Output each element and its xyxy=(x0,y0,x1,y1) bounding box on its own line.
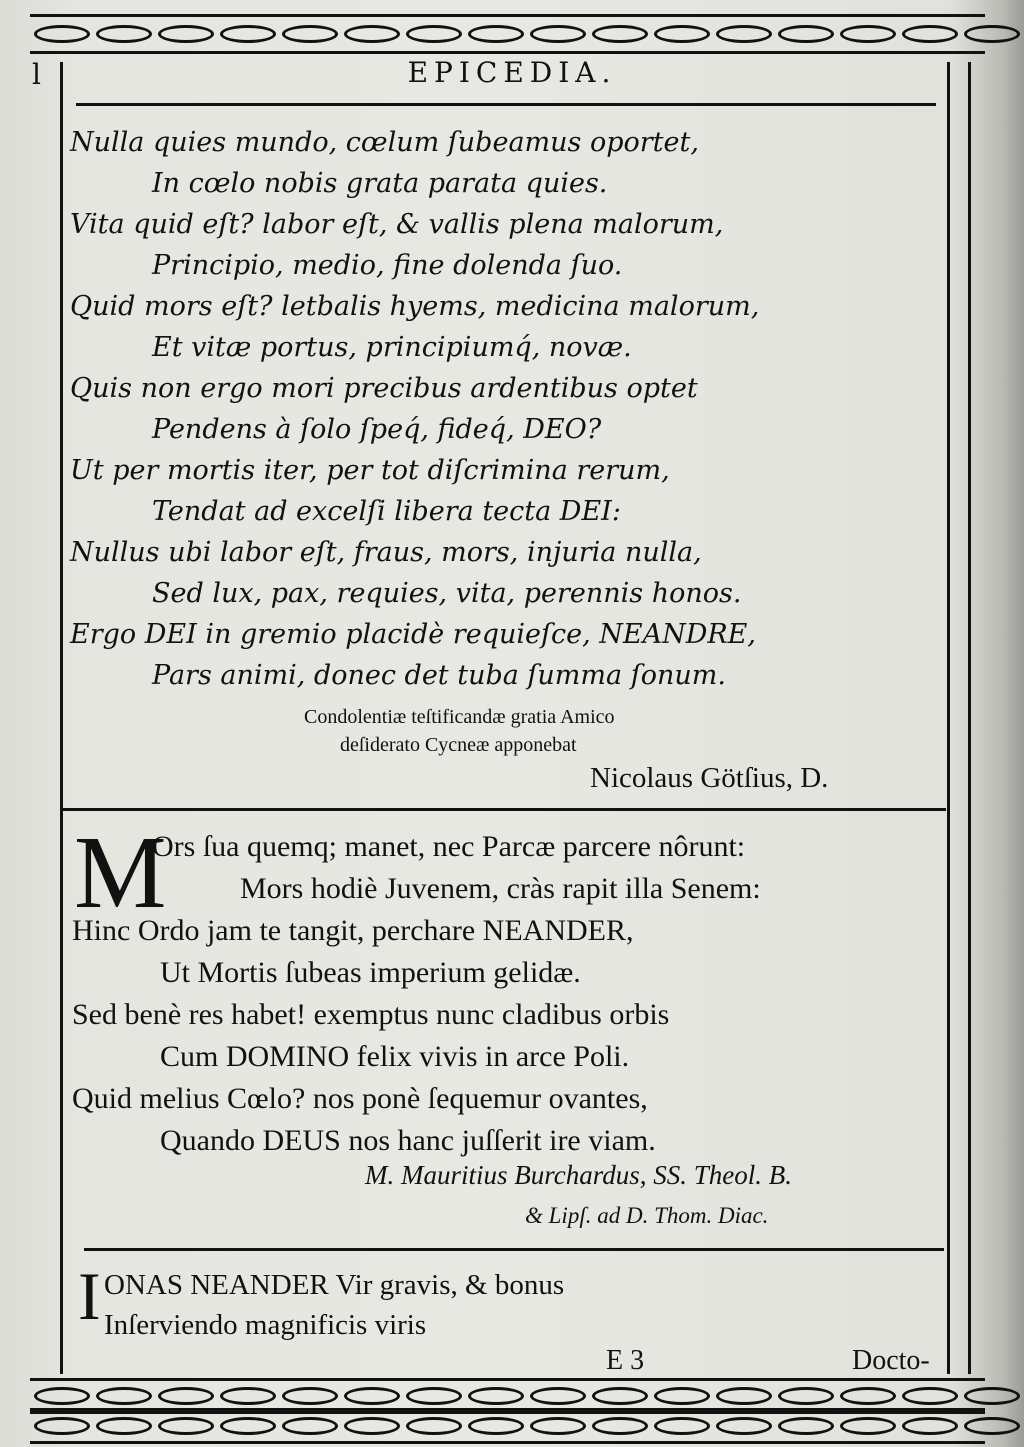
author-title: & Lipſ. ad D. Thom. Diac. xyxy=(525,1203,769,1228)
dedication-line: deſiderato Cycneæ apponebat xyxy=(340,734,577,756)
poem-1 xyxy=(70,122,950,696)
verse-line: Nullus ubi labor eſt, fraus, mors, injuria nulla, xyxy=(70,537,702,568)
poem-3 xyxy=(104,1265,564,1345)
verse-line: Mors hodiè Juvenem, cràs rapit illa Senem: xyxy=(240,872,761,905)
verse-line: Ors ſua quemq; manet, nec Parcæ parcere nôrunt: xyxy=(152,830,746,863)
top-ornament-border xyxy=(30,14,985,54)
verse-line: ONAS NEANDER Vir gravis, & bonus xyxy=(104,1269,565,1301)
verse-line: Cum DOMINO felix vivis in arce Poli. xyxy=(160,1040,630,1073)
verse-line: Quid melius Cœlo? nos ponè ſequemur ovantes, xyxy=(72,1082,648,1115)
verse-line: Hinc Ordo jam te tangit, perchare NEANDER, xyxy=(72,914,634,947)
running-head: EPICEDIA. xyxy=(407,56,617,89)
verse-line: Pars animi, donec det tuba ſumma ſonum. xyxy=(152,660,726,691)
poem-2 xyxy=(72,826,962,1162)
drop-cap: M xyxy=(74,815,167,930)
verse-line: Nulla quies mundo, cœlum ſubeamus oportet, xyxy=(70,127,699,158)
verse-line: Sed benè res habet! exemptus nunc cladibus orbis xyxy=(72,998,670,1031)
author-signature-1: Nicolaus Götſius, D. xyxy=(590,762,829,794)
verse-line: Ut per mortis iter, per tot diſcrimina rerum, xyxy=(70,455,670,486)
author-signature-2: M. Mauritius Burchardus, SS. Theol. B. xyxy=(365,1160,792,1190)
left-frame-rule xyxy=(60,62,63,1374)
section-rule-1 xyxy=(62,808,946,811)
verse-line: Quid mors eſt? letbalis hyems, medicina malorum, xyxy=(70,291,760,322)
verse-line: Quando DEUS nos hanc juſſerit ire viam. xyxy=(160,1124,656,1157)
verse-line: Pendens à ſolo ſpeq́, fideq́, DEO? xyxy=(152,414,602,445)
signature-mark: E 3 xyxy=(606,1345,645,1376)
verse-line: Sed lux, pax, requies, vita, perennis honos. xyxy=(152,578,742,609)
dedication-line: Condolentiæ teſtificandæ gratia Amico xyxy=(304,706,615,728)
verse-line: Vita quid eſt? labor eſt, & vallis plena malorum, xyxy=(70,209,724,240)
verse-line: Ergo DEI in gremio placidè requieſce, NEANDRE, xyxy=(70,619,756,650)
bottom-ornament-border-2 xyxy=(30,1408,985,1444)
section-rule-2 xyxy=(84,1248,944,1251)
head-rule xyxy=(76,103,936,106)
verse-line: Principio, medio, fine dolenda ſuo. xyxy=(152,250,623,281)
verse-line: In cœlo nobis grata parata quies. xyxy=(152,168,608,199)
margin-mark: l xyxy=(32,58,41,91)
outer-right-frame-rule xyxy=(968,62,971,1374)
verse-line: Tendat ad excelſi libera tecta DEI: xyxy=(152,496,621,527)
verse-line: Inſerviendo magnificis viris xyxy=(104,1309,427,1341)
verse-line: Quis non ergo mori precibus ardentibus optet xyxy=(70,373,698,404)
verse-line: Et vitæ portus, principiumq́, novæ. xyxy=(152,332,632,363)
verse-line: Ut Mortis ſubeas imperium gelidæ. xyxy=(160,956,581,989)
initial-letter: I xyxy=(78,1258,101,1334)
page-shadow xyxy=(954,0,1024,1447)
catchword: Docto- xyxy=(852,1345,930,1376)
dedication-note xyxy=(300,703,615,759)
